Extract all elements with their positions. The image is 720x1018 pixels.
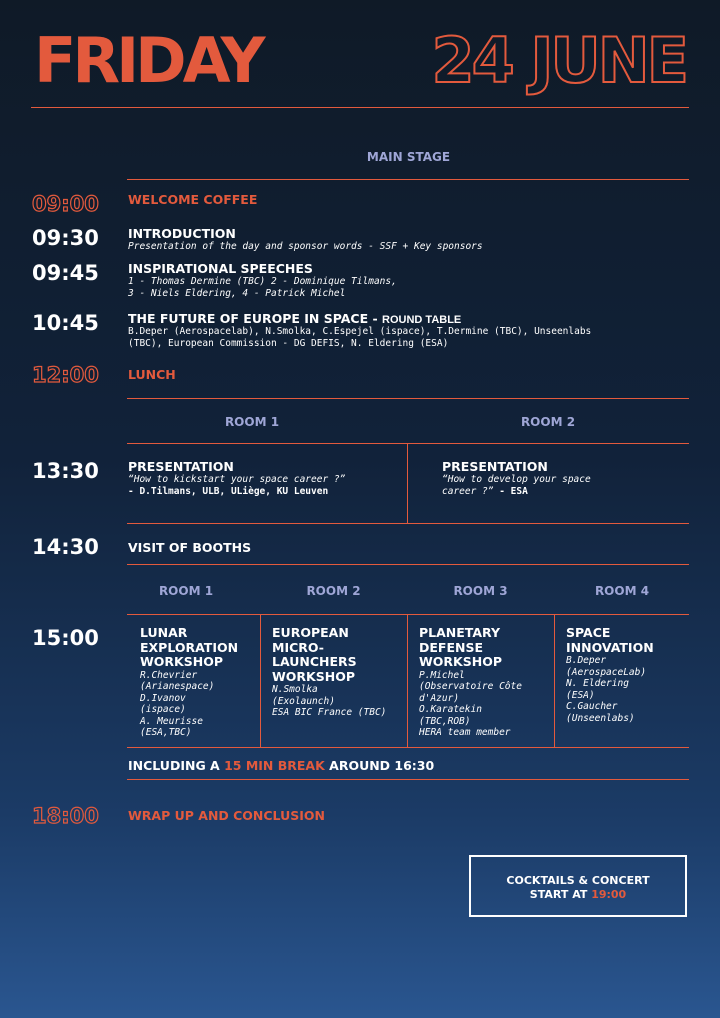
presentation-right-quote-2: career ?” - ESA xyxy=(442,486,528,497)
welcome-title: WELCOME COFFEE xyxy=(128,192,258,207)
divider xyxy=(127,443,689,444)
break-highlight: 15 MIN BREAK xyxy=(224,758,325,773)
divider xyxy=(127,747,689,748)
divider-vertical xyxy=(260,614,261,747)
divider-vertical xyxy=(554,614,555,747)
page-title-day: FRIDAY xyxy=(34,24,262,97)
workshop-micro-launchers: EUROPEAN MICRO- LAUNCHERS WORKSHOP N.Smolka (Exolaunch) ESA BIC France (TBC) xyxy=(272,625,387,718)
room-b-4-label: ROOM 4 xyxy=(594,584,650,598)
room-b-2-label: ROOM 2 xyxy=(306,584,361,598)
future-title: THE FUTURE OF EUROPE IN SPACE - ROUND TABLE xyxy=(128,311,462,326)
lunch-title: LUNCH xyxy=(128,367,176,382)
divider xyxy=(127,398,689,399)
presentation-left-title: PRESENTATION xyxy=(128,459,234,474)
future-line-1: B.Deper (Aerospacelab), N.Smolka, C.Espejel (ispace), T.Dermine (TBC), Unseenlabs xyxy=(128,326,592,337)
time-1800: 18:00 xyxy=(32,804,99,828)
cocktail-line-1: COCKTAILS & CONCERT xyxy=(506,874,650,887)
time-1200: 12:00 xyxy=(32,363,99,387)
room-1-label: ROOM 1 xyxy=(224,415,280,429)
presentation-left-quote: “How to kickstart your space career ?” xyxy=(128,474,346,485)
divider xyxy=(127,523,689,524)
round-table-tag: ROUND TABLE xyxy=(382,314,462,326)
time-1045: 10:45 xyxy=(32,311,99,335)
presentation-right-quote-1: “How to develop your space xyxy=(442,474,591,485)
room-2-label: ROOM 2 xyxy=(520,415,576,429)
main-stage-label: MAIN STAGE xyxy=(366,150,451,164)
intro-title: INTRODUCTION xyxy=(128,226,236,241)
speeches-line-1: 1 - Thomas Dermine (TBC) 2 - Dominique Tilmans, xyxy=(128,276,397,287)
break-note: INCLUDING A 15 MIN BREAK AROUND 16:30 xyxy=(128,758,435,773)
divider xyxy=(127,564,689,565)
time-1330: 13:30 xyxy=(32,459,99,483)
workshop-space-innovation: SPACE INNOVATION B.Deper (AerospaceLab) N. Eldering (ESA) C.Gaucher (Unseenlabs) xyxy=(566,625,654,724)
time-0945: 09:45 xyxy=(32,261,99,285)
speeches-title: INSPIRATIONAL SPEECHES xyxy=(128,261,313,276)
room-b-1-label: ROOM 1 xyxy=(158,584,214,598)
cocktail-time: 19:00 xyxy=(591,888,627,901)
divider xyxy=(127,779,689,780)
divider-vertical xyxy=(407,443,408,523)
speeches-line-2: 3 - Niels Eldering, 4 - Patrick Michel xyxy=(128,288,346,299)
page-title-date: 24 JUNE xyxy=(431,24,686,97)
cocktail-box xyxy=(469,855,687,917)
time-0930: 09:30 xyxy=(32,226,99,250)
workshop-planetary-defense: PLANETARY DEFENSE WORKSHOP P.Michel (Observatoire Côte d'Azur) O.Karatekin (TBC,ROB) HERA team member xyxy=(419,625,522,738)
intro-desc: Presentation of the day and sponsor words - SSF + Key sponsors xyxy=(128,241,483,252)
divider xyxy=(127,614,689,615)
time-1500: 15:00 xyxy=(32,626,99,650)
presentation-right-title: PRESENTATION xyxy=(442,459,548,474)
divider xyxy=(127,179,689,180)
time-0900: 09:00 xyxy=(32,192,99,216)
time-1430: 14:30 xyxy=(32,535,99,559)
future-line-2: (TBC), European Commission - DG DEFIS, N. Eldering (ESA) xyxy=(128,338,449,349)
room-b-3-label: ROOM 3 xyxy=(453,584,508,598)
workshop-lunar: LUNAR EXPLORATION WORKSHOP R.Chevrier (Arianespace) D.Ivanov (ispace) A. Meurisse (ESA,TBC) xyxy=(140,625,239,738)
wrap-title: WRAP UP AND CONCLUSION xyxy=(128,808,325,823)
header-divider xyxy=(31,107,689,108)
booths-title: VISIT OF BOOTHS xyxy=(128,540,252,555)
cocktail-line-2: START AT 19:00 xyxy=(529,888,627,901)
presentation-left-speakers: - D.Tilmans, ULB, ULiège, KU Leuven xyxy=(128,486,329,497)
divider-vertical xyxy=(407,614,408,747)
